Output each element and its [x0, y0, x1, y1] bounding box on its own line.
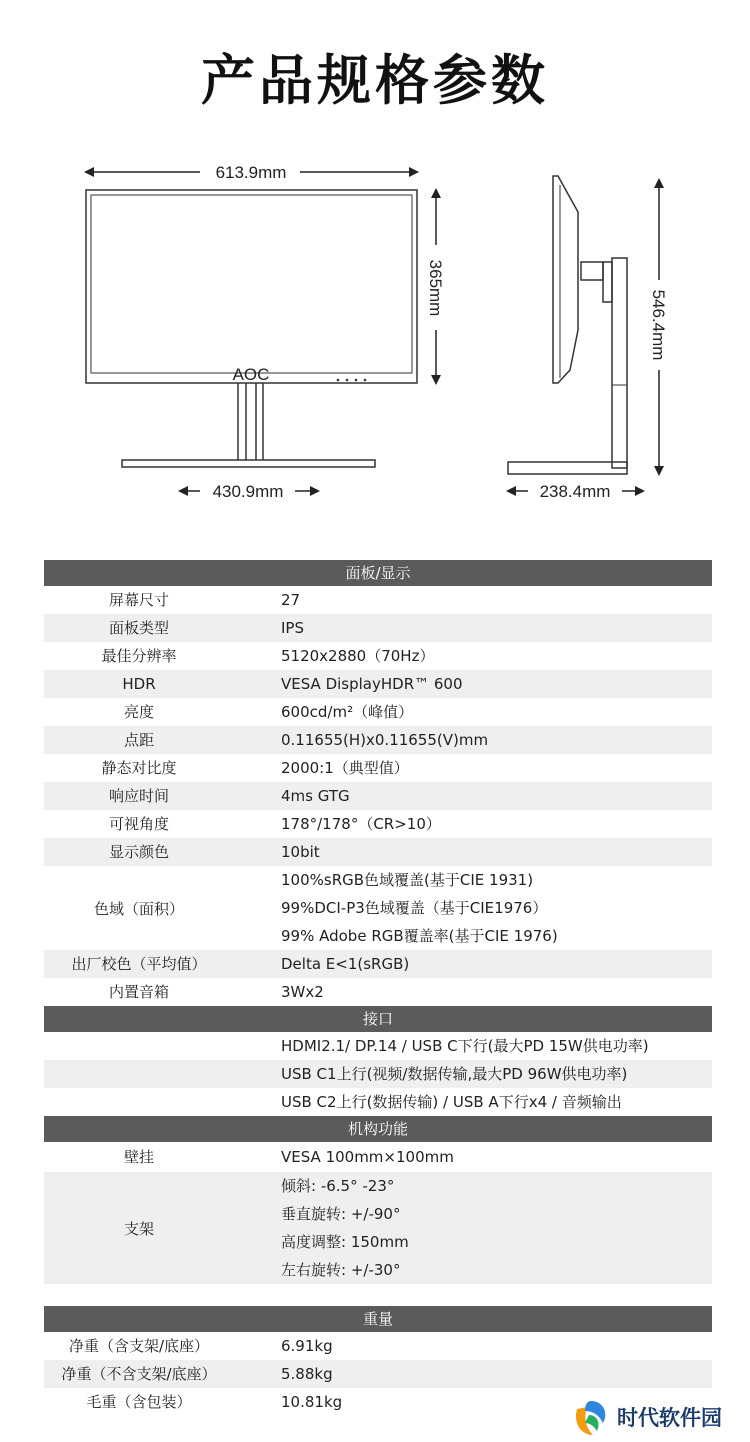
spec-value: 100%sRGB色域覆盖(基于CIE 1931)	[281, 871, 534, 889]
spec-value: 垂直旋转: +/-90°	[281, 1205, 401, 1223]
spec-value: 178°/178°（CR>10）	[281, 815, 441, 833]
spec-row	[44, 642, 712, 670]
spec-row	[44, 586, 712, 614]
spec-value: VESA 100mm×100mm	[281, 1148, 454, 1166]
spec-row	[44, 866, 712, 950]
spec-label: 响应时间	[108, 787, 169, 805]
total-height-label: 546.4mm	[649, 289, 668, 361]
spec-label: 支架	[123, 1219, 154, 1238]
spec-row	[44, 838, 712, 866]
spec-row	[44, 754, 712, 782]
spec-label: HDR	[122, 675, 156, 693]
section-header-ports: 接口	[44, 1006, 712, 1032]
spec-row	[44, 698, 712, 726]
spec-label: 屏幕尺寸	[108, 591, 169, 609]
spec-value: 99%DCI-P3色域覆盖（基于CIE1976）	[281, 899, 548, 917]
watermark-text: 时代软件园	[617, 1406, 722, 1430]
spec-label	[44, 1088, 234, 1116]
spec-row	[44, 1142, 712, 1172]
spec-row	[44, 1088, 712, 1116]
base-depth-label: 238.4mm	[539, 482, 611, 501]
spec-value: USB C1上行(视频/数据传输,最大PD 96W供电功率)	[281, 1065, 628, 1083]
spec-row	[44, 950, 712, 978]
spec-label: 色域（面积）	[93, 899, 184, 918]
spec-label: 点距	[123, 731, 154, 749]
spec-row	[44, 1172, 712, 1284]
spec-label: 毛重（含包装）	[86, 1393, 192, 1411]
spec-row	[44, 1360, 712, 1388]
spec-label: 面板类型	[108, 619, 169, 637]
spec-value: IPS	[281, 619, 304, 637]
spec-value: Delta E<1(sRGB)	[281, 955, 410, 973]
spec-row	[44, 614, 712, 642]
base-width-label: 430.9mm	[212, 482, 284, 501]
spec-value: 99% Adobe RGB覆盖率(基于CIE 1976)	[281, 927, 558, 945]
spec-value: USB C2上行(数据传输) / USB A下行x4 / 音频输出	[281, 1093, 622, 1111]
monitor-side-view	[508, 176, 627, 474]
spec-value: 左右旋转: +/-30°	[281, 1261, 401, 1279]
section-header-weight: 重量	[44, 1306, 712, 1332]
section-header-mech: 机构功能	[44, 1116, 712, 1142]
spec-value: VESA DisplayHDR™ 600	[281, 675, 463, 693]
spec-label	[44, 1032, 234, 1060]
spec-label: 内置音箱	[108, 983, 169, 1001]
spec-label: 最佳分辨率	[101, 647, 177, 665]
spec-row	[44, 726, 712, 754]
spec-value: 10.81kg	[281, 1393, 343, 1411]
spec-value: 高度调整: 150mm	[281, 1233, 409, 1251]
spec-value: 10bit	[281, 843, 320, 861]
spec-row	[44, 978, 712, 1006]
spec-row	[44, 782, 712, 810]
spec-value: 0.11655(H)x0.11655(V)mm	[281, 731, 489, 749]
section-header-panel: 面板/显示	[44, 560, 712, 586]
brand-logo: AOC	[232, 365, 270, 384]
spec-value: 600cd/m²（峰值）	[281, 703, 414, 721]
watermark	[565, 1392, 750, 1442]
spec-value: HDMI2.1/ DP.14 / USB C下行(最大PD 15W供电功率)	[281, 1037, 649, 1055]
spec-table	[44, 560, 712, 1416]
spec-value: 27	[281, 591, 301, 609]
page-title: 产品规格参数	[201, 49, 549, 112]
spec-value: 6.91kg	[281, 1337, 333, 1355]
watermark-logo-icon	[569, 1395, 613, 1439]
spec-label	[44, 1060, 234, 1088]
spec-label: 净重（含支架/底座）	[68, 1337, 210, 1355]
spec-value: 5.88kg	[281, 1365, 333, 1383]
panel-height-label: 365mm	[426, 259, 445, 317]
spec-label: 壁挂	[123, 1148, 154, 1166]
spec-row	[44, 670, 712, 698]
width-label: 613.9mm	[215, 163, 287, 182]
spec-label: 显示颜色	[108, 843, 169, 861]
spec-label: 静态对比度	[101, 759, 177, 777]
spec-row	[44, 1032, 712, 1060]
spec-value: 2000:1（典型值）	[281, 759, 409, 777]
spec-value: 5120x2880（70Hz）	[281, 647, 435, 665]
spec-value: 3Wx2	[281, 983, 324, 1001]
spec-row	[44, 1060, 712, 1088]
monitor-front-view	[86, 190, 417, 467]
spec-label: 亮度	[123, 703, 154, 721]
dimension-diagram	[0, 0, 750, 540]
spec-label: 可视角度	[108, 815, 169, 833]
spec-row	[44, 1332, 712, 1360]
spec-value: 倾斜: -6.5° -23°	[281, 1177, 395, 1195]
spec-label: 净重（不含支架/底座）	[61, 1365, 217, 1383]
spec-row	[44, 810, 712, 838]
spec-value: 4ms GTG	[281, 787, 350, 805]
spec-label: 出厂校色（平均值）	[71, 955, 207, 973]
